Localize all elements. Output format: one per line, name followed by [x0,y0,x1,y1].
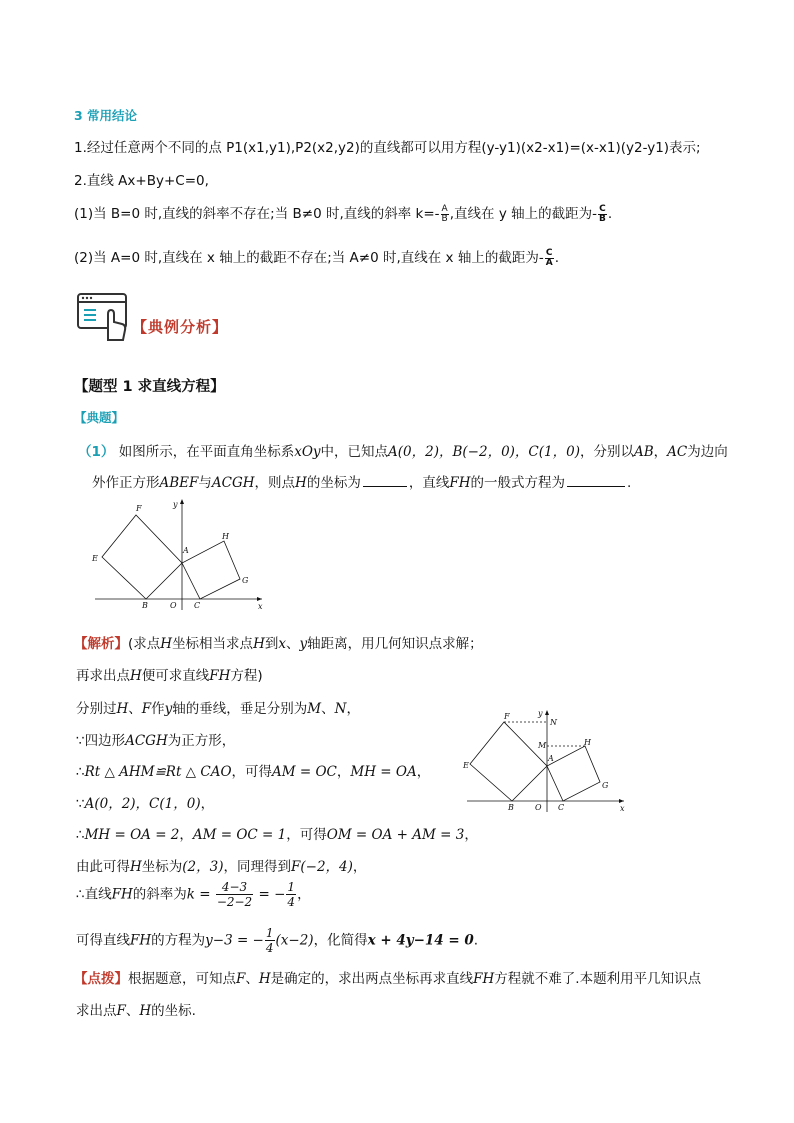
solution-line-1: 【解析】(求点H坐标相当求点H到x、y轴距离，用几何知识点求解； [74,636,483,652]
label-c-2: C [558,803,565,812]
solution-line-5: ∴Rt △ AHM≌Rt △ CAO，可得AM = OC，MH = OA， [76,764,431,780]
label-b-2: B [508,803,514,812]
solution-line-3: 分别过H、F作y轴的垂线，垂足分别为M、N， [76,701,360,717]
label-h-2: H [584,738,591,747]
label-y-2: y [538,709,543,718]
solution-line-6: ∵A(0，2)，C(1，0)， [76,796,215,812]
topic-title: 【题型 1 求直线方程】 [74,379,225,395]
label-m-2: M [538,741,547,750]
conclusion-2-2: (2)当 A=0 时,直线在 x 轴上的截距不存在;当 A≠0 时,直线在 x 轴上的截距为- $\frac{C}{A}$ . [74,247,559,268]
answer-blank-fh[interactable] [567,486,625,487]
label-n-2: N [550,718,557,727]
solution-line-9: ∴直线FH的斜率为k = $\frac{4-3}{-2-2}$ = − $\frac{1}{4}$ ， [76,880,311,909]
label-o: O [170,601,177,610]
label-c: C [194,601,201,610]
label-a: A [183,546,189,555]
solution-line-10: 可得直线FH的方程为y−3 = − $\frac{1}{4}$ (x−2)，化简得x + 4y−14 = 0. [76,926,479,955]
solution-line-4: ∵四边形ACGH为正方形， [76,733,236,749]
answer-blank-h[interactable] [363,486,407,487]
label-f: F [136,504,142,513]
label-b: B [142,601,148,610]
label-o-2: O [535,803,542,812]
solution-line-2: 再求出点H便可求直线FH方程) [76,668,263,684]
problem-line-1: （1） 如图所示，在平面直角坐标系xOy中，已知点A(0，2)，B(−2，0)，C(1，0)，分别以AB，AC为边向 [78,444,728,460]
label-x-2: x [620,804,625,813]
label-g: G [242,576,249,585]
conclusion-2: 2.直线 Ax+By+C=0, [74,173,209,189]
label-f-2: F [504,712,510,721]
label-e: E [92,554,98,563]
problem-figure [90,495,270,615]
topic-tag: 【典题】 [74,410,125,425]
problem-line-2: 外作正方形ABEF与ACGH，则点H的坐标为 ，直线FH的一般式方程为 . [92,475,632,491]
label-h: H [222,532,229,541]
conclusion-1: 1.经过任意两个不同的点 P1(x1,y1),P2(x2,y2)的直线都可以用方程(y-y1)(x2-x1)=(x-x1)(y2-y1)表示; [74,140,701,156]
conclusion-2-1: (1)当 B=0 时,直线的斜率不存在;当 B≠0 时,直线的斜率 k=- $\frac{A}{B}$ ,直线在 y 轴上的截距为- $\frac{C}{B}$ . [74,203,613,224]
browser-hand-icon [76,292,136,344]
example-banner [76,292,136,348]
tip-line-2: 求出点F、H的坐标. [76,1003,196,1019]
banner-title: 【典例分析】 [132,318,229,336]
solution-figure [462,708,632,818]
tip-line-1: 【点拨】根据题意，可知点F、H是确定的，求出两点坐标再求直线FH方程就不难了.本题利用平几知识点 [74,971,702,987]
solution-line-8: 由此可得H坐标为(2，3)，同理得到F(−2，4)， [76,859,367,875]
label-e-2: E [463,761,469,770]
label-x: x [258,602,263,611]
label-y: y [173,500,178,509]
solution-line-7: ∴MH = OA = 2，AM = OC = 1，可得OM = OA + AM = 3， [76,827,478,843]
label-g-2: G [602,781,609,790]
label-a-2: A [548,754,554,763]
section-title: 3 常用结论 [74,108,138,123]
